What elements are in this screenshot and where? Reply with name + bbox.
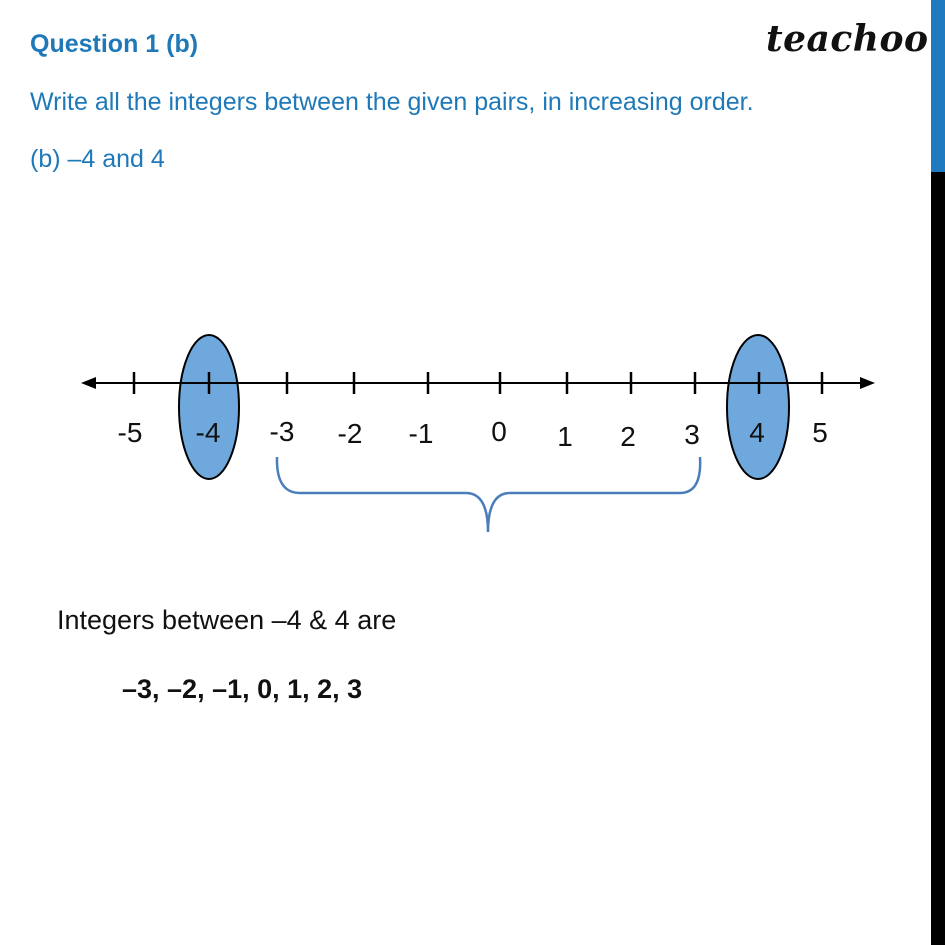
highlight-ellipse-4 bbox=[727, 335, 789, 479]
tick-label-1: 1 bbox=[557, 421, 573, 452]
tick-label--1: -1 bbox=[408, 418, 434, 449]
tick-label-3: 3 bbox=[684, 419, 700, 450]
question-title: Question 1 (b) bbox=[30, 30, 199, 58]
axis-arrow-right bbox=[860, 377, 875, 389]
tick-label-2: 2 bbox=[620, 421, 636, 452]
tick-label--4: -4 bbox=[195, 417, 221, 448]
tick-label--5: -5 bbox=[117, 417, 143, 448]
axis-arrow-left bbox=[81, 377, 96, 389]
brand-logo: teachoo bbox=[766, 18, 929, 60]
highlight-ellipse-minus-4 bbox=[179, 335, 239, 479]
tick-label-4: 4 bbox=[749, 417, 765, 448]
question-part: (b) –4 and 4 bbox=[30, 145, 165, 173]
tick-label--2: -2 bbox=[337, 418, 363, 449]
tick-label-0: 0 bbox=[491, 416, 507, 447]
question-text: Write all the integers between the given pairs, in increasing order. bbox=[30, 88, 754, 116]
answer-intro: Integers between –4 & 4 are bbox=[57, 605, 397, 635]
tick-label--3: -3 bbox=[269, 416, 295, 447]
answer-values: –3, –2, –1, 0, 1, 2, 3 bbox=[122, 674, 363, 704]
brace bbox=[277, 457, 700, 532]
tick-label-5: 5 bbox=[812, 417, 828, 448]
